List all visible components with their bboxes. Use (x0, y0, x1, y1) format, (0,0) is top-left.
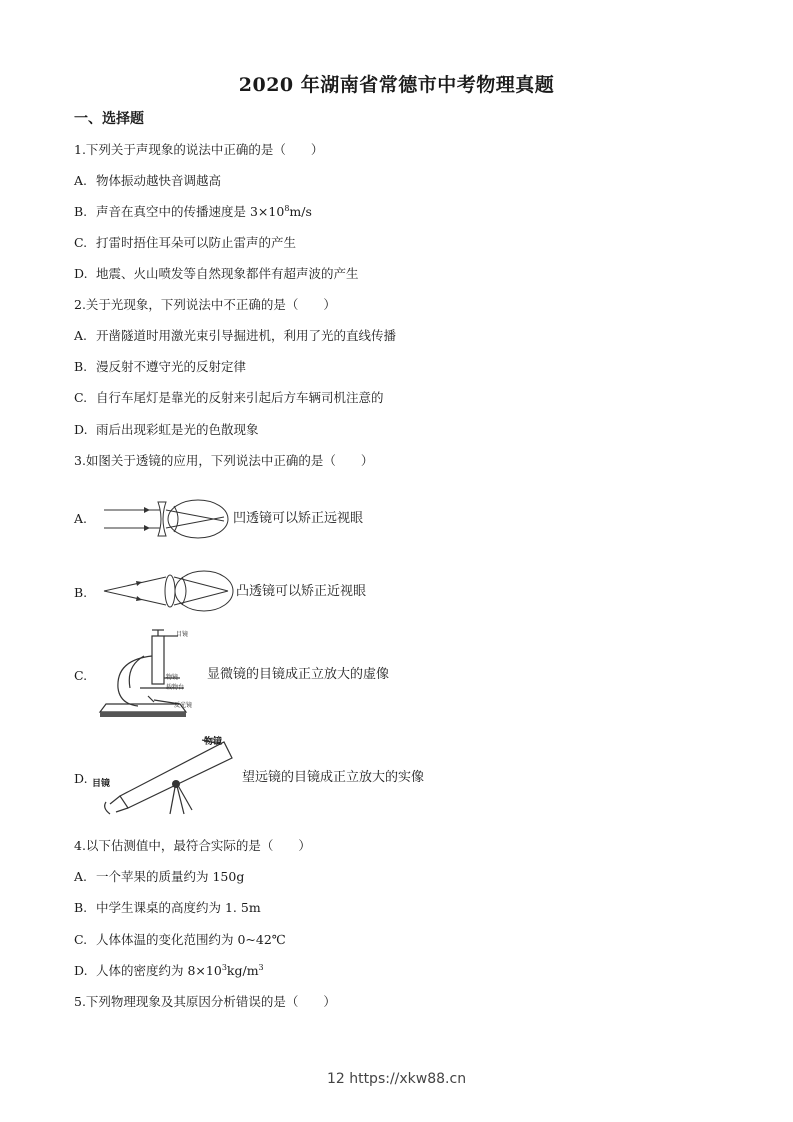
q1-option-b (74, 204, 312, 220)
option-text: 人体的密度约为 8×10 (96, 963, 222, 978)
option-text-unit: kg/m (226, 963, 259, 978)
superscript: 3 (258, 963, 264, 972)
q2-option-b (74, 359, 246, 375)
q3-option-c-text: 显微镜的目镜成正立放大的虚像 (207, 667, 390, 682)
option-text: 物体振动越快音调越高 (96, 173, 222, 188)
q3-option-c-letter: C. (74, 668, 88, 683)
option-letter: C. (74, 932, 88, 947)
option-text: 自行车尾灯是靠光的反射来引起后方车辆司机注意的 (96, 390, 384, 405)
option-letter: C. (74, 235, 88, 250)
q4-option-a (74, 869, 244, 885)
option-letter: A. (74, 173, 88, 188)
option-letter: D. (74, 266, 88, 281)
q3-option-b-text: 凸透镜可以矫正近视眼 (236, 584, 367, 599)
option-letter: D. (74, 963, 88, 978)
option-text: 中学生课桌的高度约为 1. 5m (96, 900, 261, 915)
option-letter: A. (74, 328, 88, 343)
option-letter: B. (74, 204, 88, 219)
q2-option-d (74, 422, 259, 438)
eye-convex-lens-figure (100, 567, 235, 615)
q3-option-b-letter: B. (74, 585, 88, 600)
microscope-label-eyepiece: 目镜 (176, 631, 189, 638)
option-text: 打雷时捂住耳朵可以防止雷声的产生 (96, 235, 297, 250)
telescope-label-objective: 物镜 (204, 737, 223, 747)
microscope-label-mirror: 反光镜 (174, 702, 193, 709)
q3-option-a-text: 凹透镜可以矫正远视眼 (233, 511, 364, 526)
telescope-figure (92, 734, 242, 824)
option-letter: C. (74, 390, 88, 405)
q1-option-d (74, 266, 359, 282)
option-letter: D. (74, 422, 88, 437)
option-letter: B. (74, 359, 88, 374)
question-3-stem: 3.如图关于透镜的应用，下列说法中正确的是（ ） (74, 453, 374, 468)
q1-option-a (74, 173, 221, 189)
option-letter: A. (74, 869, 88, 884)
q3-option-d-text: 望远镜的目镜成正立放大的实像 (242, 770, 425, 785)
telescope-label-eyepiece: 目镜 (92, 779, 111, 789)
eye-concave-lens-figure (100, 496, 235, 542)
microscope-label-objective: 物镜 (166, 674, 179, 681)
option-text-unit: m/s (289, 204, 312, 219)
q1-option-c (74, 235, 296, 251)
option-letter: B. (74, 900, 88, 915)
q2-option-c (74, 390, 384, 406)
option-text: 人体体温的变化范围约为 0~42℃ (96, 932, 286, 947)
q3-option-d-letter: D. (74, 771, 88, 786)
q4-option-d (74, 963, 264, 979)
question-1-stem: 1.下列关于声现象的说法中正确的是（ ） (74, 142, 324, 157)
superscript: 8 (284, 204, 290, 213)
microscope-label-stage: 载物台 (166, 684, 185, 691)
option-text: 地震、火山喷发等自然现象都伴有超声波的产生 (96, 266, 359, 281)
page-title: 2020 年湖南省常德市中考物理真题 (238, 74, 555, 96)
q3-option-a-letter: A. (74, 511, 88, 526)
q2-option-a (74, 328, 396, 344)
q4-option-b (74, 900, 261, 916)
option-text: 漫反射不遵守光的反射定律 (96, 359, 247, 374)
question-2-stem: 2.关于光现象，下列说法中不正确的是（ ） (74, 297, 336, 312)
option-text: 雨后出现彩虹是光的色散现象 (96, 422, 259, 437)
q4-option-c (74, 932, 286, 948)
option-text: 声音在真空中的传播速度是 3×10 (96, 204, 285, 219)
section-heading: 一、选择题 (74, 111, 144, 127)
superscript: 3 (221, 963, 227, 972)
option-text: 开凿隧道时用激光束引导掘进机，利用了光的直线传播 (96, 328, 397, 343)
page-footer: 12 https://xkw88.cn (326, 1071, 467, 1087)
option-text: 一个苹果的质量约为 150g (96, 869, 245, 884)
question-5-stem: 5.下列物理现象及其原因分析错误的是（ ） (74, 994, 336, 1009)
question-4-stem: 4.以下估测值中，最符合实际的是（ ） (74, 838, 311, 853)
microscope-figure (96, 626, 206, 720)
